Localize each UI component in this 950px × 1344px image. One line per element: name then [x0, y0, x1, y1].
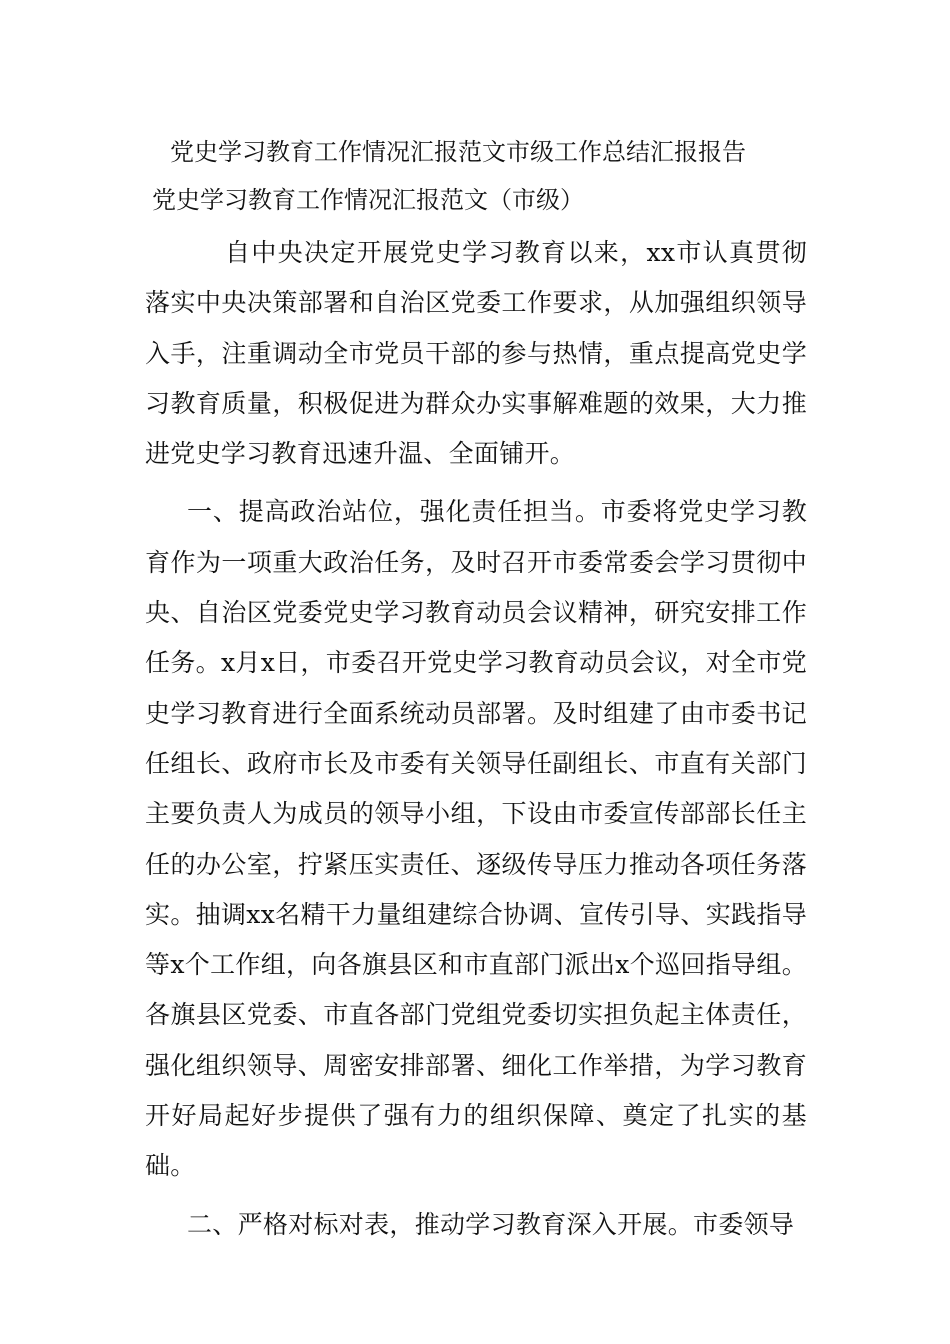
paragraph-intro: 自中央决定开展党史学习教育以来，xx市认真贯彻落实中央决策部署和自治区党委工作要求，从加强组织领导入手，注重调动全市党员干部的参与热情，重点提高党史学习教育质量，积极促进为群众办实事解难题的效果，大力推进党史学习教育迅速升温、全面铺开。 — [145, 238, 807, 469]
document-title: 党史学习教育工作情况汇报范文市级工作总结汇报报告 — [170, 138, 746, 166]
document-subtitle: 党史学习教育工作情况汇报范文（市级） — [152, 186, 584, 214]
document-body — [145, 228, 807, 1258]
paragraph-section-1: 一、提高政治站位，强化责任担当。市委将党史学习教育作为一项重大政治任务，及时召开市委常委会学习贯彻中央、自治区党委党史学习教育动员会议精神，研究安排工作任务。x月x日，市委召开党史学习教育动员会议，对全市党史学习教育进行全面系统动员部署。及时组建了由市委书记任组长、政府市长及市委有关领导任副组长、市直有关部门主要负责人为成员的领导小组，下设由市委宣传部部长任主任的办公室，拧紧压实责任、逐级传导压力推动各项任务落实。抽调xx名精干力量组建综合协调、宣传引导、实践指导等x个工作组，向各旗县区和市直部门派出x个巡回指导组。各旗县区党委、市直各部门党组党委切实担负起主体责任，强化组织领导、周密安排部署、细化工作举措，为学习教育开好局起好步提供了强有力的组织保障、奠定了扎实的基础。 — [145, 497, 807, 1181]
paragraph-section-2: 二、严格对标对表，推动学习教育深入开展。市委领导 — [187, 1209, 795, 1239]
